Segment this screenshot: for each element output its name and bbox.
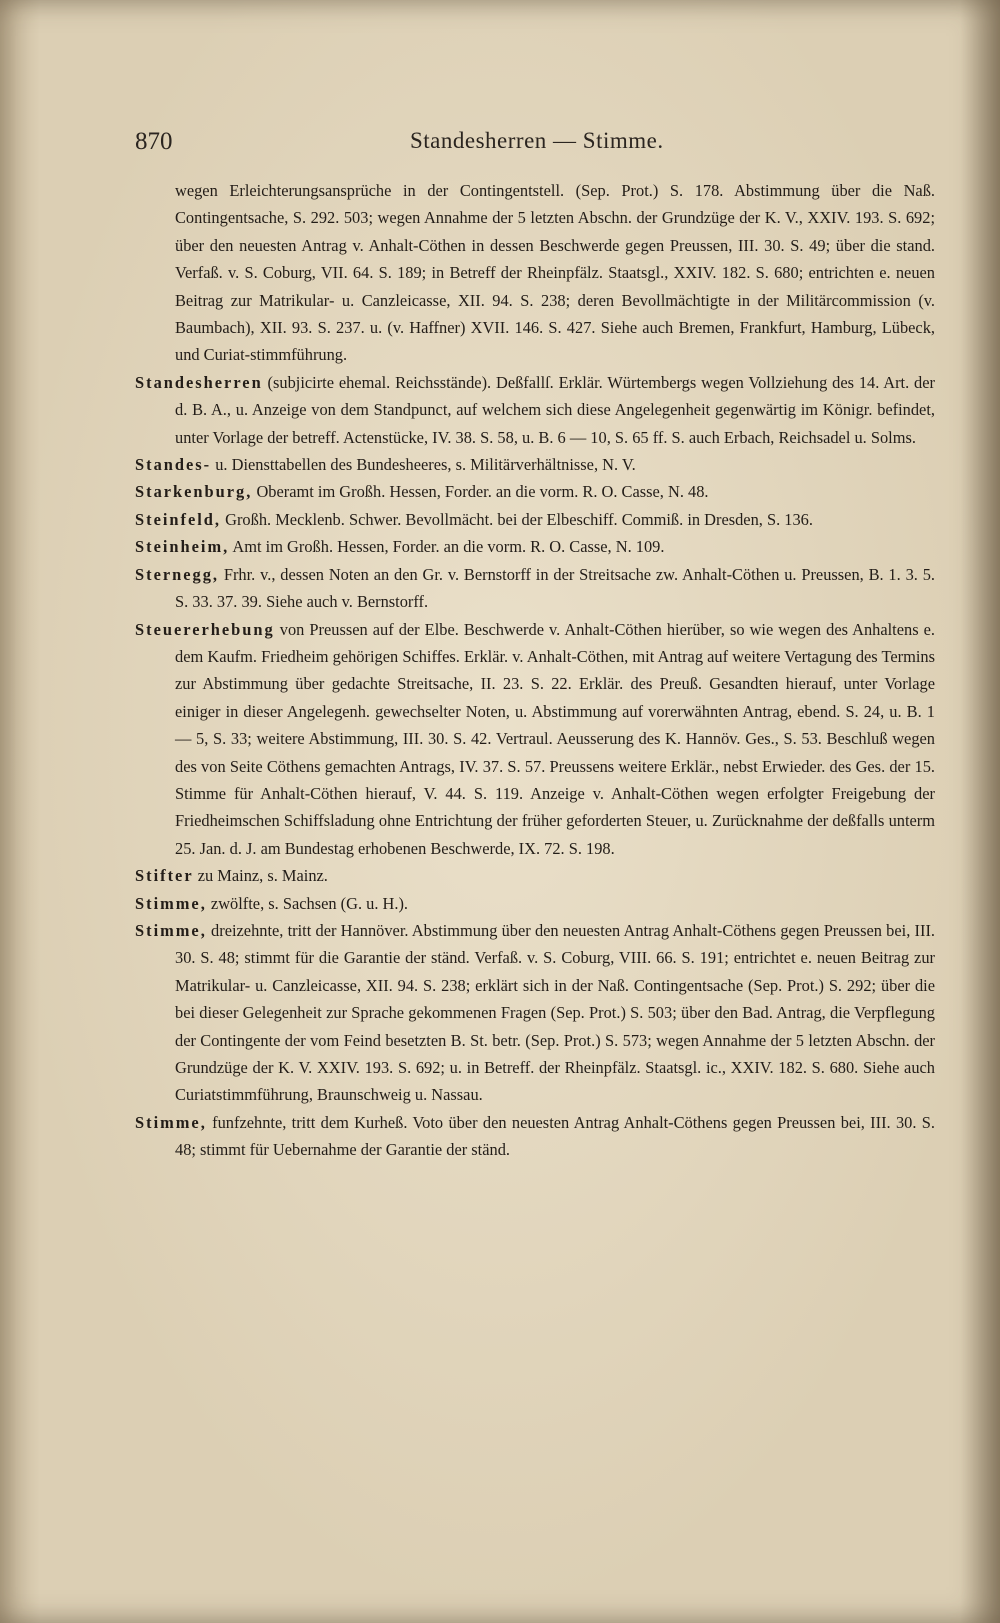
index-entry-continuation <box>135 177 935 369</box>
entry-lemma: Starkenburg, <box>135 482 253 502</box>
entry-text: Oberamt im Großh. Hessen, Forder. an die vorm. R. O. Casse, N. 48. <box>256 482 709 502</box>
entry-text: Amt im Großh. Hessen, Forder. an die vorm. R. O. Casse, N. 109. <box>232 537 665 557</box>
page-header <box>135 128 915 168</box>
index-entry <box>135 561 935 616</box>
entry-lemma: Stimme, <box>135 920 207 940</box>
entry-text: zu Mainz, s. Mainz. <box>197 866 328 886</box>
index-entry <box>135 616 935 863</box>
entry-lemma: Stimme, <box>135 1112 207 1132</box>
index-entries <box>135 177 935 1164</box>
index-entry <box>135 917 935 1109</box>
index-entry <box>135 533 935 560</box>
entry-lemma: Steinheim, <box>135 537 230 557</box>
entry-text: zwölfte, s. Sachsen (G. u. H.). <box>210 893 409 913</box>
entry-lemma: Standes- <box>135 455 212 475</box>
entry-lemma: Standesherren <box>135 372 263 392</box>
index-entry <box>135 451 935 478</box>
entry-text: Großh. Mecklenb. Schwer. Bevollmächt. bei der Elbeschiff. Commiß. in Dresden, S. 136. <box>225 509 813 529</box>
entry-text: u. Diensttabellen des Bundesheeres, s. Militärverhältnisse, N. V. <box>215 455 636 475</box>
page-number: 870 <box>135 128 173 155</box>
entry-text: dreizehnte, tritt der Hannöver. Abstimmung über den neuesten Antrag Anhalt-Cöthens gegen Preussen bei, III. 30. S. 48; stimmt für die Garantie der ständ. Verfaß. v. S. Coburg, VIII. 66. S. 191; entrichtet e. neuen Beitrag zur Matrikular- u. Canzleicasse, XII. 94. S. 238; erklärt sich in der Naß. Contingentsache (Sep. Prot.) S. 292; über die bei dieser Gelegenheit zur Sprache gekommenen Fragen (Sep. Prot.) S. 503; über den Bad. Antrag, die Verpflegung der Contingente der vom Feind besetzten B. St. betr. (Sep. Prot.) S. 573; wegen Annahme der 5 letzten Abschn. der Grundzüge der K. V. XXIV. 193. S. 692; u. in Betreff. der Rheinpfälz. Staatsgl. ic., XXIV. 182. S. 680. Siehe auch Curiatstimmführung, Braunschweig u. Nassau. <box>175 920 935 1105</box>
entry-text: von Preussen auf der Elbe. Beschwerde v. Anhalt-Cöthen hierüber, so wie wegen des Anhaltens e. dem Kaufm. Friedheim gehörigen Schiffes. Erklär. v. Anhalt-Cöthen, mit Antrag auf weitere Vertagung des Termins zur Abstimmung über gedachte Streitsache, II. 23. S. 22. Erklär. des Preuß. Gesandten hierauf, unter Vorlage einiger in dieser Angelegenh. gewechselter Noten, u. Abstimmung auf vorerwähnten Antrag, ebend. S. 24, u. B. 1 — 5, S. 33; weitere Abstimmung, III. 30. S. 42. Vertraul. Aeusserung des K. Hannöv. Ges., S. 53. Beschluß wegen des von Seite Cöthens gemachten Antrags, IV. 37. S. 57. Preussens weitere Erklär., nebst Erwieder. des Ges. der 15. Stimme für Anhalt-Cöthen hierauf, V. 44. S. 119. Anzeige v. Anhalt-Cöthen wegen erfolgter Freigebung der Friedheimschen Schiffsladung ohne Entrichtung der früher geforderten Steuer, u. Zurücknahme der deßfalls unterm 25. Jan. d. J. am Bundestag erhobenen Beschwerde, IX. 72. S. 198. <box>175 619 935 858</box>
entry-lemma: Sternegg, <box>135 564 220 584</box>
index-entry <box>135 369 935 451</box>
entry-text: wegen Erleichterungsansprüche in der Contingentstell. (Sep. Prot.) S. 178. Abstimmung über die Naß. Contingentsache, S. 292. 503; wegen Annahme der 5 letzten Abschn. der Grundzüge der K. V., XXIV. 193. S. 692; über den neuesten Antrag v. Anhalt-Cöthen in dessen Beschwerde gegen Preussen, III. 30. S. 49; über die stand. Verfaß. v. S. Coburg, VII. 64. S. 189; in Betreff der Rheinpfälz. Staatsgl., XXIV. 182. S. 680; entrichten e. neuen Beitrag zur Matrikular- u. Canzleicasse, XII. 94. S. 238; deren Bevollmächtigte in der Militärcommission (v. Baumbach), XII. 93. S. 237. u. (v. Haffner) XVII. 146. S. 427. Siehe auch Bremen, Frankfurt, Hamburg, Lübeck, und Curiat-stimmführung. <box>175 181 935 365</box>
index-entry <box>135 478 935 505</box>
entry-text: funfzehnte, tritt dem Kurheß. Voto über den neuesten Antrag Anhalt-Cöthens gegen Preussen bei, III. 30. S. 48; stimmt für Uebernahme der Garantie der ständ. <box>175 1112 935 1160</box>
entry-text: (subjicirte ehemal. Reichsstände). Deßfallſ. Erklär. Würtembergs wegen Vollziehung des 14. Art. der d. B. A., u. Anzeige von dem Standpunct, auf welchem sich diese Angelegenheit gegenwärtig im Königr. befindet, unter Vorlage der betreff. Actenstücke, IV. 38. S. 58, u. B. 6 — 10, S. 65 ff. S. auch Erbach, Reichsadel u. Solms. <box>175 372 935 447</box>
entry-lemma: Stifter <box>135 866 194 886</box>
index-entry <box>135 890 935 917</box>
index-entry <box>135 506 935 533</box>
running-head: Standesherren — Stimme. <box>410 128 664 153</box>
entry-text: Frhr. v., dessen Noten an den Gr. v. Bernstorff in der Streitsache zw. Anhalt-Cöthen u. Preussen, B. 1. 3. 5. S. 33. 37. 39. Siehe auch v. Bernstorff. <box>175 564 935 612</box>
entry-lemma: Steuererhebung <box>135 619 275 639</box>
index-entry <box>135 862 935 889</box>
index-entry <box>135 1109 935 1164</box>
entry-lemma: Stimme, <box>135 893 207 913</box>
entry-lemma: Steinfeld, <box>135 509 222 529</box>
